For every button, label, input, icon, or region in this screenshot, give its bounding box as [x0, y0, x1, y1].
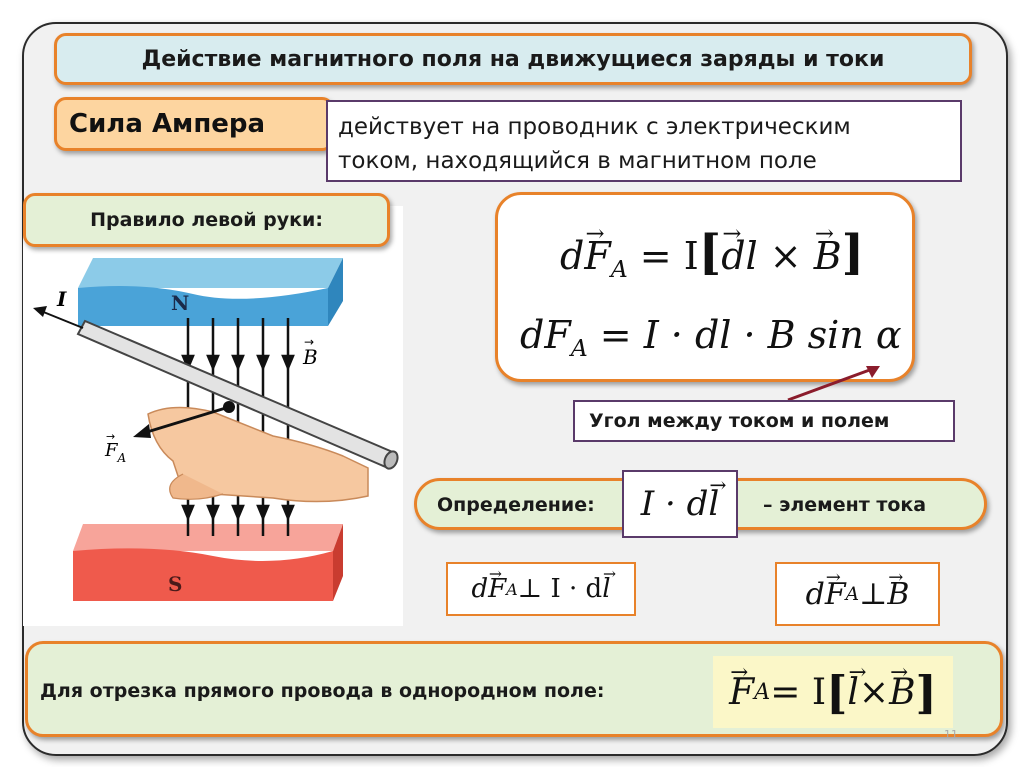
south-magnet [73, 524, 343, 601]
field-label: B [303, 345, 318, 369]
angle-pointer-arrow [780, 360, 890, 405]
definition-tail: – элемент тока [763, 494, 927, 516]
straight-wire-label: Для отрезка прямого провода в однородном поле: [40, 680, 605, 702]
force-vector-mark: → [106, 430, 116, 443]
ampere-force-label: Сила Ампера [54, 97, 334, 151]
south-pole-label: S [168, 572, 183, 596]
slide-title: Действие магнитного поля на движущиеся заряды и токи [54, 33, 972, 85]
force-label: $F_A$ [105, 440, 127, 465]
definition-label: Определение: [437, 494, 595, 516]
straight-wire-formula: → F A = I [ → l × → B ] [713, 656, 953, 728]
ampere-definition-line2: током, находящийся в магнитном поле [338, 148, 817, 174]
current-label: I [57, 287, 67, 311]
north-pole-label: N [171, 291, 190, 315]
perpendicular-formula-current: d → F A ⊥ I · d → l [446, 562, 636, 616]
ampere-formulas-box [495, 192, 915, 382]
ampere-vector-formula: $d\to F_A = I[\to$ dl × → B] [560, 225, 864, 283]
ampere-definition-line1: действует на проводник с электрическим [338, 114, 851, 140]
perpendicular-formula-field: d → F A ⊥ → B [775, 562, 940, 626]
field-vector-mark: → [304, 335, 315, 349]
page-number: 11 [944, 728, 958, 741]
left-hand-rule-label: Правило левой руки: [23, 193, 390, 247]
current-element-formula: I · d → l [622, 470, 738, 538]
angle-note: Угол между током и полем [573, 400, 955, 442]
ampere-scalar-formula: $dF_A = I$ · dl · B sin α [520, 313, 902, 363]
ampere-definition [326, 100, 962, 182]
left-hand-rule-figure [23, 206, 403, 626]
